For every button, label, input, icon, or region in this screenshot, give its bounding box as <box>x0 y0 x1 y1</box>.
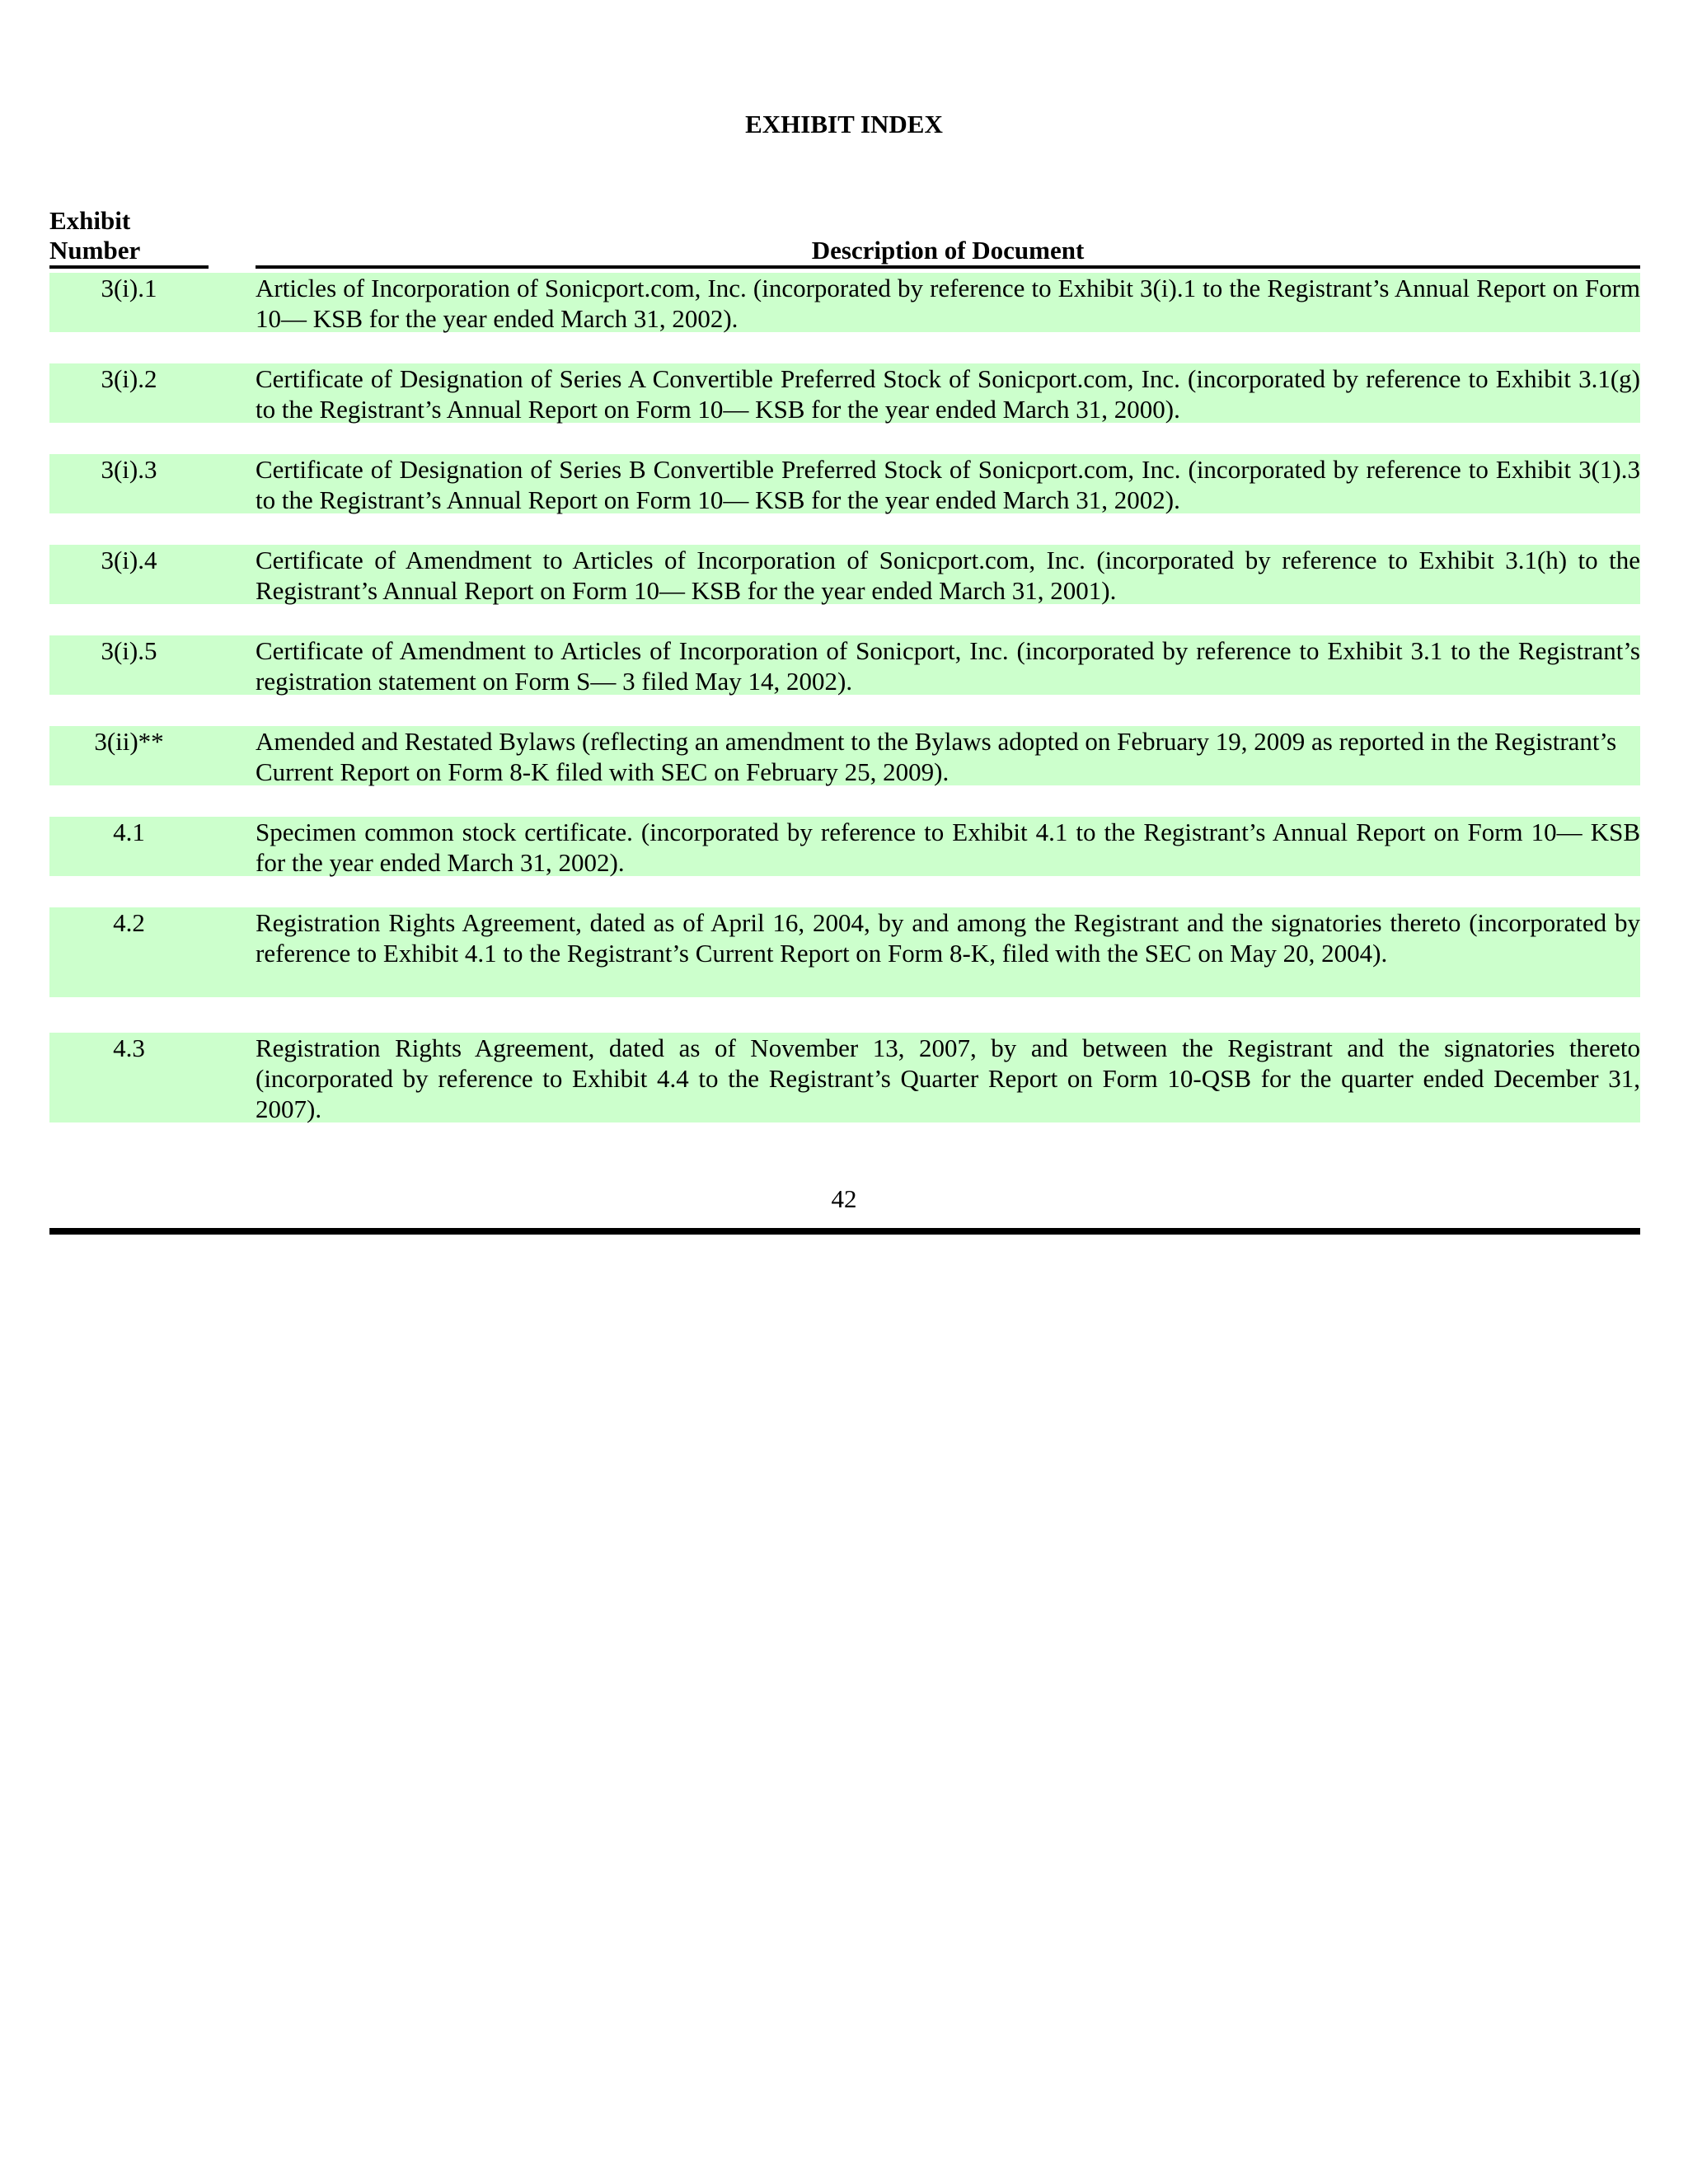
exhibit-description: Amended and Restated Bylaws (reflecting an amendment to the Bylaws adopted on February 19, 2009 as reported in the Registrant’s Current Report on Form 8-K filed with SEC on February 25, 2009). <box>256 727 1617 786</box>
exhibit-row <box>49 817 1640 876</box>
exhibit-row <box>49 363 1640 423</box>
exhibit-number: 3(i).2 <box>101 364 157 393</box>
column-header-exhibit-number <box>49 206 209 269</box>
exhibit-description: Certificate of Amendment to Articles of Incorporation of Sonicport, Inc. (incorporated by reference to Exhibit 3.1 to the Registrant’s registration statement on Form S— 3 filed May 14, 2002). <box>256 636 1640 696</box>
exhibit-description: Articles of Incorporation of Sonicport.com, Inc. (incorporated by reference to Exhibit 3(i).1 to the Registrant’s Annual Report on Form 10— KSB for the year ended March 31, 2002). <box>256 274 1640 333</box>
exhibit-number: 3(i).4 <box>101 546 157 574</box>
exhibit-description: Registration Rights Agreement, dated as of November 13, 2007, by and between the Registrant and the signatories thereto (incorporated by reference to Exhibit 4.4 to the Registrant’s Quarter Report on Form 10-QSB for the quarter ended December 31, 2007). <box>256 1033 1640 1123</box>
exhibit-number: 3(i).5 <box>101 636 157 665</box>
exhibit-number: 4.2 <box>113 908 145 937</box>
exhibit-description: Registration Rights Agreement, dated as of April 16, 2004, by and among the Registrant and the signatories thereto (incorporated by reference to Exhibit 4.1 to the Registrant’s Current Report on Form 8-K, filed with the SEC on May 20, 2004). <box>256 908 1640 968</box>
exhibit-row <box>49 1033 1640 1122</box>
column-header-description: Description of Document <box>256 236 1640 269</box>
exhibit-row <box>49 545 1640 604</box>
exhibit-row <box>49 726 1640 785</box>
exhibit-number: 3(i).1 <box>101 274 157 302</box>
exhibit-description: Certificate of Amendment to Articles of Incorporation of Sonicport.com, Inc. (incorporated by reference to Exhibit 3.1(h) to the Registrant’s Annual Report on Form 10— KSB for the year ended March 31, 2001). <box>256 546 1640 605</box>
exhibit-number: 3(i).3 <box>101 455 157 484</box>
exhibit-row <box>49 907 1640 997</box>
column-header-number-line1: Exhibit <box>49 206 131 235</box>
page-bottom-rule <box>49 1228 1640 1235</box>
page-title: EXHIBIT INDEX <box>745 110 943 138</box>
exhibit-description: Certificate of Designation of Series B Convertible Preferred Stock of Sonicport.com, Inc. (incorporated by reference to Exhibit 3(1).3 to the Registrant’s Annual Report on Form 10— KSB for the year ended March 31, 2002). <box>256 455 1640 514</box>
exhibit-number: 4.3 <box>113 1033 145 1062</box>
exhibit-description: Specimen common stock certificate. (incorporated by reference to Exhibit 4.1 to the Registrant’s Annual Report on Form 10— KSB for the year ended March 31, 2002). <box>256 818 1640 877</box>
column-header-number-line2: Number <box>49 236 141 265</box>
exhibit-number: 4.1 <box>113 818 145 846</box>
exhibit-row <box>49 454 1640 513</box>
exhibit-number: 3(ii)** <box>94 727 164 756</box>
exhibit-row <box>49 635 1640 695</box>
exhibit-row <box>49 273 1640 332</box>
page-number: 42 <box>831 1184 857 1213</box>
exhibit-description: Certificate of Designation of Series A Convertible Preferred Stock of Sonicport.com, Inc. (incorporated by reference to Exhibit 3.1(g) to the Registrant’s Annual Report on Form 10— KSB for the year ended March 31, 2000). <box>256 364 1640 424</box>
